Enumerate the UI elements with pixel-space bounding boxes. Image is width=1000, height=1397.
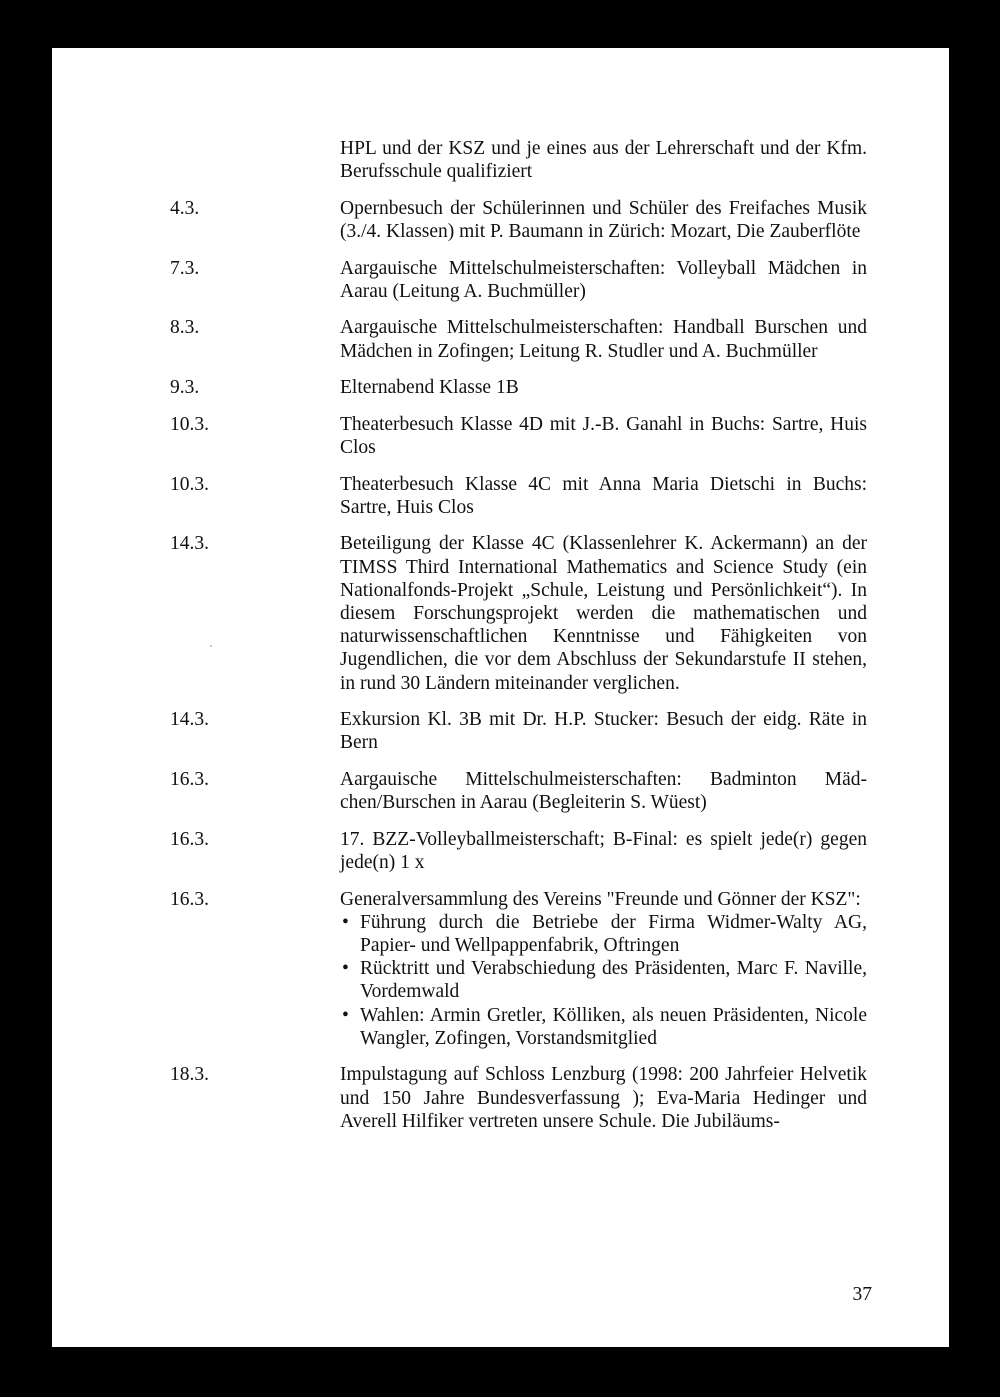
chronicle-entry: [170, 888, 867, 1050]
chronicle-entry: [170, 376, 867, 399]
entry-date: 18.3.: [170, 1064, 209, 1086]
entry-date: 14.3.: [170, 709, 209, 731]
bullet-list: [340, 911, 867, 1050]
chronicle-entry: [170, 532, 867, 694]
entry-text: 17. BZZ-Volleyballmeisterschaft; B-Final: es spielt jede(r) gegen jede(n) 1 x: [340, 828, 867, 873]
entry-text-block: [340, 888, 867, 1050]
bullet-icon: •: [342, 958, 349, 980]
entry-text: Theaterbesuch Klasse 4D mit J.-B. Ganahl in Buchs: Sartre, Huis Clos: [340, 413, 867, 458]
chronicle-content: [170, 137, 867, 1146]
entry-date: 16.3.: [170, 828, 209, 850]
entry-date: 8.3.: [170, 317, 200, 339]
chronicle-entry: [170, 768, 867, 814]
chronicle-entry: [170, 708, 867, 754]
bullet-text: Führung durch die Betriebe der Firma Widmer-Walty AG, Papier- und Wellpappenfabrik, Oftringen: [360, 911, 867, 956]
entry-date: 14.3.: [170, 533, 209, 555]
chronicle-entry: [170, 413, 867, 459]
bullet-icon: •: [342, 911, 349, 933]
entry-text: Beteiligung der Klasse 4C (Klassenlehrer K. Ackermann) an der TIMSS Third International Mathematics and Science Study (ein Nationalfonds-Projekt „Schule, Leistung und Persönlichkeit“). In diesem Forschungsprojekt werden die mathematischen und naturwissenschaftlichen Kenntnisse und Fähigkeiten von Jugendlichen, die vor dem Abschluss der Sekundarstufe II stehen, in rund 30 Ländern miteinander verglichen.: [340, 533, 867, 694]
chronicle-entry: [170, 828, 867, 874]
entry-text: Aargauische Mittelschulmeisterschaften: Handball Burschen und Mädchen in Zofingen; Leitung R. Studler und A. Buchmüller: [340, 317, 867, 362]
bullet-item: [340, 911, 867, 957]
entry-date: 16.3.: [170, 768, 209, 790]
chronicle-entry: [170, 257, 867, 303]
entry-text: Impulstagung auf Schloss Lenzburg (1998: 200 Jahrfeier Helvetik und 150 Jahre Bundesverfassung ); Eva-Maria Hedinger und Averell Hilfiker vertreten unsere Schule. Die Jubiläums-: [340, 1064, 867, 1132]
entry-date: 16.3.: [170, 888, 209, 910]
continuation-entry: [170, 137, 867, 183]
entry-text: Exkursion Kl. 3B mit Dr. H.P. Stucker: Besuch der eidg. Räte in Bern: [340, 709, 867, 754]
bullet-icon: •: [342, 1004, 349, 1026]
document-page: [52, 48, 949, 1347]
entry-date: 10.3.: [170, 473, 209, 495]
entry-text: Aargauische Mittelschulmeisterschaften: Volleyball Mädchen in Aarau (Leitung A. Buchmüller): [340, 257, 867, 302]
entry-text: HPL und der KSZ und je eines aus der Lehrerschaft und der Kfm. Berufsschule qualifiziert: [340, 138, 867, 183]
entry-date: 10.3.: [170, 413, 209, 435]
entry-text: Elternabend Klasse 1B: [340, 377, 519, 399]
bullet-text: Rücktritt und Verabschiedung des Präsidenten, Marc F. Naville, Vordemwald: [360, 958, 867, 1003]
chronicle-entry: [170, 316, 867, 362]
bullet-item: [340, 1004, 867, 1050]
entry-date: 9.3.: [170, 377, 200, 399]
entry-date: 7.3.: [170, 257, 200, 279]
bullet-item: [340, 957, 867, 1003]
entry-text: Aargauische Mittelschulmeisterschaften: Badminton Mädchen/Burschen in Aarau (Begleiterin S. Wüest): [340, 768, 867, 814]
entry-text: Opernbesuch der Schülerinnen und Schüler des Freifaches Musik (3./4. Klassen) mit P. Baumann in Zürich: Mozart, Die Zauberflöte: [340, 197, 867, 242]
chronicle-entry: [170, 1063, 867, 1133]
chronicle-entry: [170, 473, 867, 519]
entry-date: 4.3.: [170, 197, 200, 219]
bullet-text: Wahlen: Armin Gretler, Kölliken, als neuen Präsidenten, Nicole Wangler, Zofingen, Vorstandsmitglied: [360, 1004, 867, 1049]
entry-date-empty: [170, 137, 340, 183]
entry-text: Generalversammlung des Vereins "Freunde und Gönner der KSZ":: [340, 888, 861, 910]
page-number: 37: [852, 1284, 872, 1305]
entry-text: Theaterbesuch Klasse 4C mit Anna Maria Dietschi in Buchs: Sartre, Huis Clos: [340, 473, 867, 518]
chronicle-entry: [170, 197, 867, 243]
